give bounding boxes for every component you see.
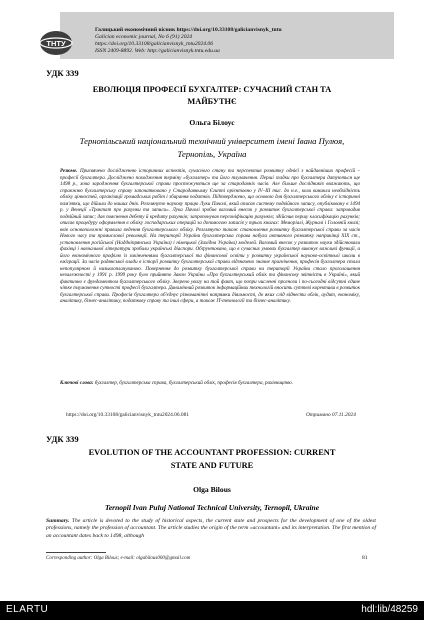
issue-doi: https://doi.org/10.33108/galicianvisnyk_tntu2024.06 [95, 41, 214, 47]
logo-text: ТНТУ [46, 39, 66, 48]
udk-code-ua: УДК 339 [46, 68, 79, 78]
issn-web: ISSN 2409-8892. Web: http://galicianvisnyk.tntu.edu.ua [95, 48, 220, 54]
received-date: Отримано 07.11.2024 [306, 412, 356, 418]
affiliation-ua [60, 135, 364, 161]
abstract-label-en: Summary. [46, 518, 70, 524]
article-doi: https://doi.org/10.33108/galicianvisnyk_tntu2024.06.081 [66, 412, 189, 418]
abstract-en [46, 518, 376, 540]
abstract-text: Присвячено дослідженню історичних аспектів, сучасного стану та перспектив розвитку однієї з найдавніших професій – професії бухгалтера. Досліджено походження терміну «бухгалтер» та його тлумачення. Перші згадки про бухгалтера датуються ще 1498 р., хоча зародження бухгалтерської справи простежуються ще за стародавніх часів. Але більше дослідників вважають, що справжню бухгалтерську справу започатковано у Стародавньому Єгипті орієнтовно у IV–III тис. до н.е., коли виникла необхідність обліку цінностей, організації громадських робіт і збирання податків. Підтверджено, що основою для бухгалтерського обліку є історичні пам'ятки, що дійшли до наших днів. Розглянуто наукову працю Луки Пачолі, який описав систему подвійного запису, опубліковану в 1494 р. у Венеції «Трактат про рахунки та записи». Лука Пачолі зробив вагомий внесок у розвиток бухгалтерської справи: запровадив подвійний запис; дав пояснення дебету й кредиту рахунків; запропонував персоніфікацію рахунків; здійснив першу класифікацію рахунків; описав процедуру оформлення в обліку господарських операцій за допомогою записів у трьох книгах: Меморіалі, Журналі і Головній книзі; ввів основоположні правила ведення бухгалтерського обліку. Розглянуто також становлення розвитку бухгалтерської справи за часів Нового часу та промислової революції. На території України бухгалтерська справа набула активного розвитку наприкінці XIX ст., установлення російської (Наддніпрянська Україна) і німецької (Західна Україна) моделей. Вагомий внесок у розвиток науки здійснювали фахівці і навчальної літератури зробили українські діаспори. Обґрунтовано, що в сучасних умовах бухгалтер виконує важливі функції, а його економічного профілю із закінченнями бухгалтерської та фінансової освіти у розвитку української науково-освітньої школи в еміграції. За часів радянської влади в історії розвитку бухгалтерської справи відзначено значне пригнічення, професія бухгалтера стала непопулярною й низькооплачуваною. Повернення до розвитку бухгалтерської справи на території України стало проголошення незалежності у 1991 р. 1999 року було прийнято Закон України «Про бухгалтерський облік та фінансову звітність в Україні», який фактично є фундаментом бухгалтерського обліку. Зверено увагу на той факт, що попри численні прогнози і по-сьогодні відсутні єдине чітке тлумачення сутності професії бухгалтера. Динамічний розвиток інформаційних технологій вносить суттєві корективи в розвиток бухгалтерської справи. Професія бухгалтера об'єднує різноманітні напрямки діяльності, до яких слід віднести облік, аудит, економіку, аналітику, бізнес-аналітику, податкову справу та інші сфери, а також IT-технології та бізнес-аналітику. [60, 168, 360, 305]
keywords-text: бухгалтер, бухгалтерська справа, бухгалтерський облік, професія бухгалтера, рахівництво. [93, 380, 293, 386]
author-name-en: Olga Bilous [193, 485, 231, 494]
corresponding-author: Corresponding author: Olga Bilous; e-mail: olgabilous000@gmail.com [46, 556, 191, 561]
journal-name-ua: Галицький економічний вісник https://doi.org/10.33108/galicianvisnyk_tntu [95, 27, 282, 33]
repository-handle: hdl:lib/48259 [361, 604, 418, 615]
title-line-2: МАЙБУТНЄ [187, 96, 237, 106]
abstract-label: Резюме. [60, 168, 78, 174]
page-number: 81 [362, 555, 368, 561]
abstract-ua [60, 168, 360, 305]
article-title-en [60, 447, 364, 472]
affiliation-line-1: Тернопільський національний технічний університет імені Івана Пулюя, [79, 136, 345, 146]
article-title-ua [60, 84, 364, 107]
abstract-text-en: The article is devoted to the study of historical aspects, the current state and prospects for the development of one of the oldest professions, namely the profession of accountant. The article studies the origin of the term «accountant» and its interpretation. The first mention of an accountant dates back to 1498, although [46, 518, 376, 539]
title-line-1: ЕВОЛЮЦІЯ ПРОФЕСІЇ БУХГАЛТЕР: СУЧАСНИЙ СТАН ТА [92, 85, 332, 94]
footnote-divider [46, 552, 106, 553]
author-name-ua: Ольга Білоус [189, 118, 235, 127]
title-line-2-en: STATE AND FUTURE [170, 460, 254, 470]
keywords-ua [60, 380, 360, 387]
udk-code-en: УДК 339 [46, 434, 79, 444]
repository-brand: ELARTU [6, 604, 49, 615]
keywords-label: Ключові слова: [60, 380, 94, 386]
tntu-logo-icon [38, 29, 74, 57]
journal-name-en: Galician economic journal, No 6 (91) 2024 [95, 34, 193, 40]
affiliation-en: Ternopil Ivan Puluj National Technical University, Ternopil, Ukraine [104, 503, 320, 512]
title-line-1-en: EVOLUTION OF THE ACCOUNTANT PROFESSION: CURRENT [88, 448, 336, 457]
affiliation-line-2: Тернопіль, Україна [177, 149, 247, 159]
